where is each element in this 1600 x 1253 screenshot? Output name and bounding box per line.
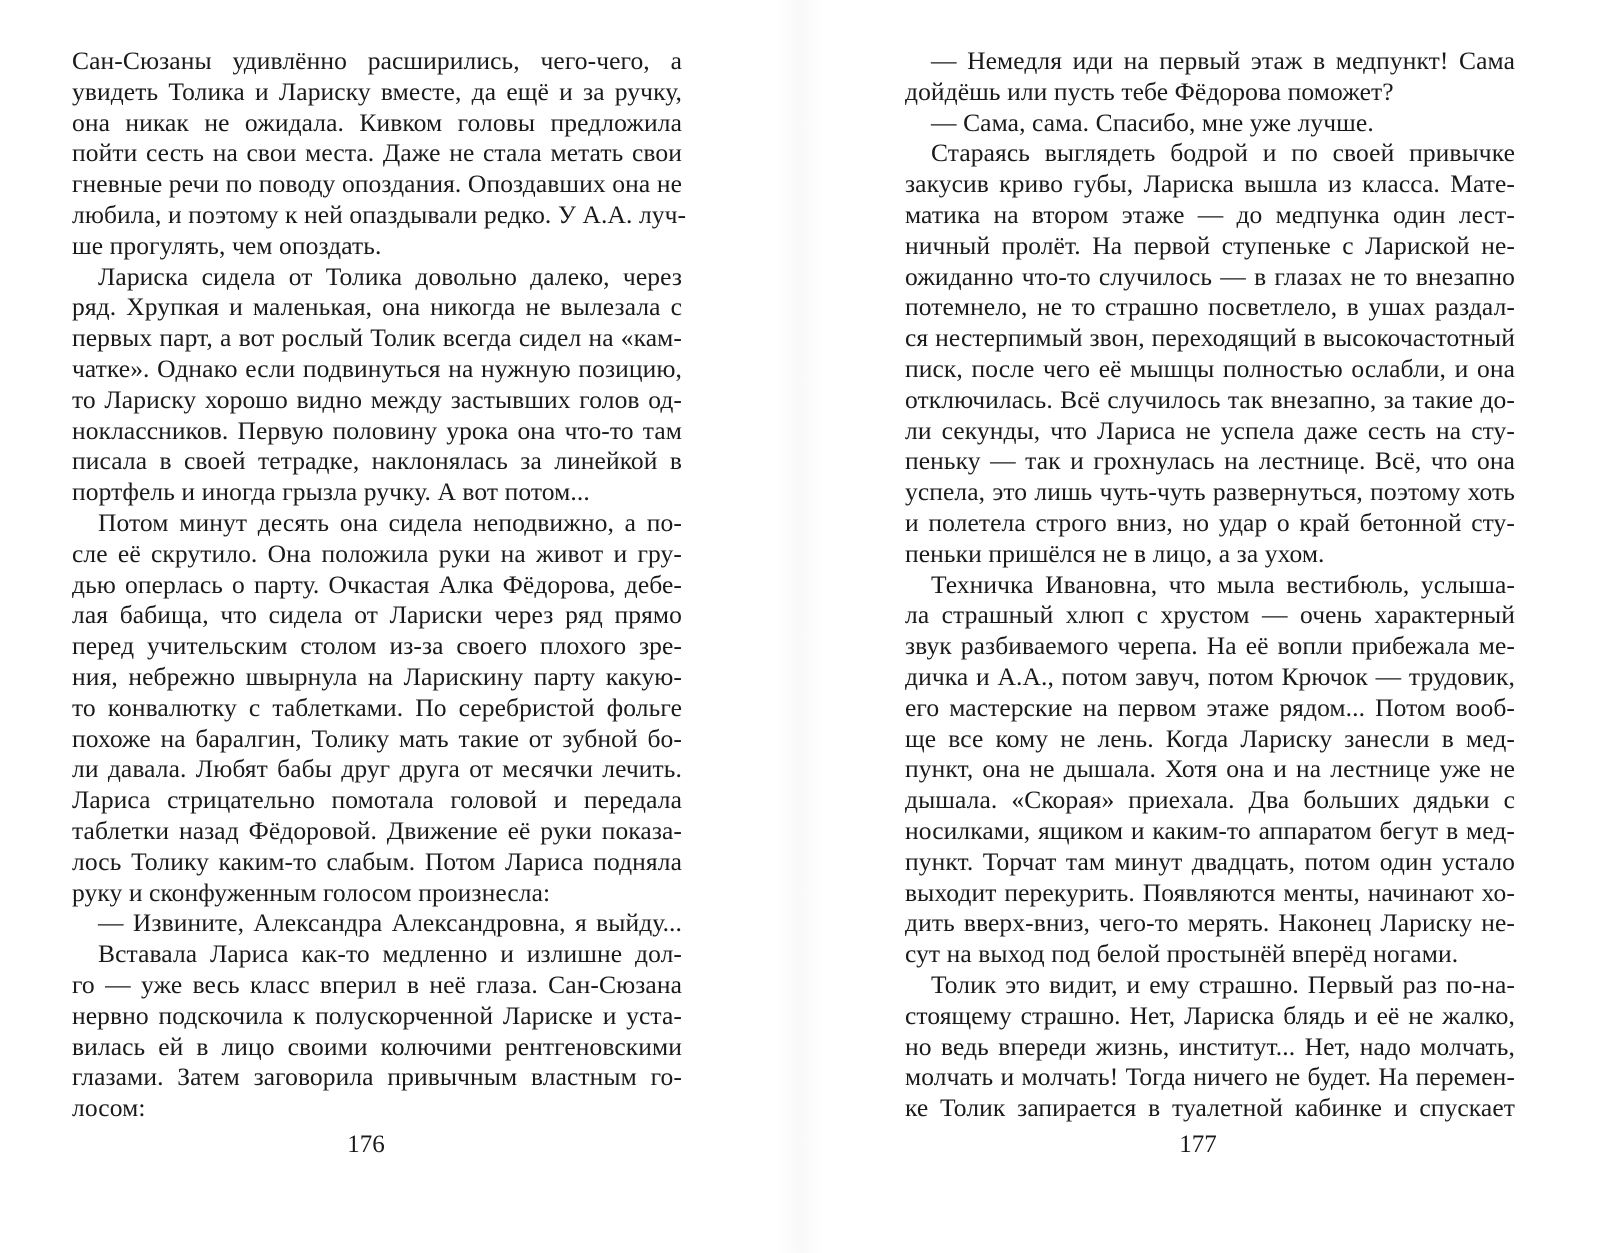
text-line: таблетки назад Фёдоровой. Движение её руки показа- — [72, 815, 682, 845]
text-line: ше прогулять, чем опоздать. — [72, 230, 382, 260]
text-line: его мастерские на первом этаже рядом... Потом вооб- — [905, 692, 1515, 722]
text-line: перед учительским столом из-за своего плохого зре- — [72, 631, 682, 661]
text-line: руку и сконфуженным голосом произнесла: — [72, 877, 551, 907]
text-line: дойдёшь или пусть тебе Фёдорова поможет? — [905, 76, 1394, 106]
left-page-number: 176 — [347, 1131, 385, 1158]
text-line: успела, это лишь чуть-чуть развернуться, поэтому хоть — [905, 477, 1515, 507]
text-line: ли секунды, что Лариса не успела даже сесть на сту- — [905, 415, 1515, 445]
text-line: лая бабища, что сидела от Лариски через ряд прямо — [72, 600, 682, 630]
text-line: дышала. «Скорая» приехала. Два больших дядьки с — [905, 785, 1515, 815]
text-line: ничный пролёт. На первой ступеньке с Лариской не- — [905, 230, 1515, 260]
text-line: ли давала. Любят бабы друг друга от месячки лечить. — [72, 754, 682, 784]
text-line: то конвалютку с таблетками. По серебристой фольге — [72, 692, 682, 722]
left-page-text — [72, 46, 687, 1124]
text-line: нервно подскочила к полускорченной Лариске и уста- — [72, 1000, 682, 1030]
text-line: пеньки пришёлся не в лицо, а за ухом. — [905, 538, 1325, 568]
text-line: стоящему страшно. Нет, Лариска блядь и её не жалко, — [905, 1000, 1515, 1030]
text-line: но ведь впереди жизнь, институт... Нет, надо молчать, — [905, 1031, 1515, 1061]
text-line: то Лариску хорошо видно между застывших голов од- — [72, 384, 682, 414]
text-line: похоже на баралгин, Толику мать такие от зубной бо- — [72, 723, 682, 753]
text-line: лось Толику каким-то слабым. Потом Лариса подняла — [72, 846, 682, 876]
text-line: сле её скрутило. Она положила руки на живот и гру- — [72, 538, 682, 568]
text-line: писала в своей тетрадке, наклонялась за линейкой в — [72, 446, 682, 476]
text-line: сут на выход под белой простынёй вперёд ногами. — [905, 939, 1459, 969]
text-line: ся нестерпимый звон, переходящий в высокочастотный — [905, 323, 1515, 353]
text-line: Потом минут десять она сидела неподвижно, а по- — [98, 507, 682, 537]
text-line: го — уже весь класс вперил в неё глаза. Сан-Сюзана — [72, 969, 682, 999]
right-page-number: 177 — [1179, 1131, 1217, 1158]
text-line: закусив криво губы, Лариска вышла из класса. Мате- — [905, 169, 1515, 199]
text-line: глазами. Затем заговорила привычным властным го- — [72, 1062, 682, 1092]
text-line: ще все кому не лень. Когда Лариску занесли в мед- — [905, 723, 1515, 753]
text-line: и полетела строго вниз, но удар о край бетонной сту- — [905, 507, 1515, 537]
text-line: портфель и иногда грызла ручку. А вот потом... — [72, 477, 590, 507]
text-line: Стараясь выглядеть бодрой и по своей привычке — [931, 138, 1515, 168]
text-line: дить вверх-вниз, чего-то мерять. Наконец Лариску не- — [905, 908, 1515, 938]
text-line: Техничка Ивановна, что мыла вестибюль, услыша- — [931, 569, 1515, 599]
book-gutter — [775, 0, 825, 1253]
text-line: звук разбиваемого черепа. На её вопли прибежала ме- — [905, 631, 1515, 661]
text-line: писк, после чего её мышцы полностью ослабли, и она — [905, 353, 1515, 383]
text-line: — Извините, Александра Александровна, я выйду... — [98, 908, 682, 938]
text-line: пункт, она не дышала. Хотя она и на лестнице уже не — [905, 754, 1515, 784]
text-line: ряд. Хрупкая и маленькая, она никогда не вылезала с — [72, 292, 682, 322]
text-line: гневные речи по поводу опоздания. Опоздавших она не — [72, 169, 682, 199]
text-line: ожиданно что-то случилось — в глазах не то внезапно — [905, 261, 1515, 291]
text-line: матика на втором этаже — до медпунка один лест- — [905, 199, 1515, 229]
text-line: лосом: — [72, 1093, 146, 1123]
text-line: молчать и молчать! Тогда ничего не будет. На перемен- — [905, 1062, 1515, 1092]
text-line: дичка и А.А., потом завуч, потом Крючок — трудовик, — [905, 661, 1515, 691]
text-line: чатке». Однако если подвинуться на нужную позицию, — [72, 353, 682, 383]
text-line: пеньку — так и грохнулась на лестнице. Всё, что она — [905, 446, 1515, 476]
text-line: потемнело, не то страшно посветлело, в ушах раздал- — [905, 292, 1515, 322]
text-line: отключилась. Всё случилось так внезапно, за такие до- — [905, 384, 1515, 414]
text-line: Сан-Сюзаны удивлённо расширились, чего-чего, а — [72, 46, 682, 75]
text-line: Толик это видит, и ему страшно. Первый раз по-на- — [931, 969, 1515, 999]
right-page — [905, 46, 1515, 1176]
text-line: — Немедля иди на первый этаж в медпункт! Сама — [931, 46, 1515, 75]
right-page-text — [905, 46, 1515, 1124]
text-line: пойти сесть на свои места. Даже не стала метать свои — [72, 138, 682, 168]
text-line: Лариса стрицательно помотала головой и передала — [72, 785, 682, 815]
text-line: пункт. Торчат там минут двадцать, потом один устало — [905, 846, 1515, 876]
text-line: любила, и поэтому к ней опаздывали редко. У А.А. луч- — [72, 199, 687, 229]
text-line: ноклассников. Первую половину урока она что-то там — [72, 415, 682, 445]
left-page — [72, 46, 687, 1176]
text-line: ния, небрежно швырнула на Ларискину парту какую- — [72, 661, 682, 691]
text-line: ке Толик запирается в туалетной кабинке и спускает — [905, 1093, 1515, 1123]
text-line: вилась ей в лицо своими колючими рентгеновскими — [72, 1031, 682, 1061]
text-line: она никак не ожидала. Кивком головы предложила — [72, 107, 682, 137]
text-line: Вставала Лариса как-то медленно и излишне дол- — [98, 939, 682, 969]
text-line: ла страшный хлюп с хрустом — очень характерный — [905, 600, 1515, 630]
text-line: выходит перекурить. Появляются менты, начинают хо- — [905, 877, 1515, 907]
text-line: первых парт, а вот рослый Толик всегда сидел на «кам- — [72, 323, 682, 353]
text-line: увидеть Толика и Лариску вместе, да ещё и за ручку, — [72, 76, 682, 106]
text-line: носилками, ящиком и каким-то аппаратом бегут в мед- — [905, 815, 1515, 845]
text-line: — Сама, сама. Спасибо, мне уже лучше. — [931, 107, 1374, 137]
text-line: дью оперлась о парту. Очкастая Алка Фёдорова, дебе- — [72, 569, 682, 599]
text-line: Лариска сидела от Толика довольно далеко, через — [98, 261, 682, 291]
